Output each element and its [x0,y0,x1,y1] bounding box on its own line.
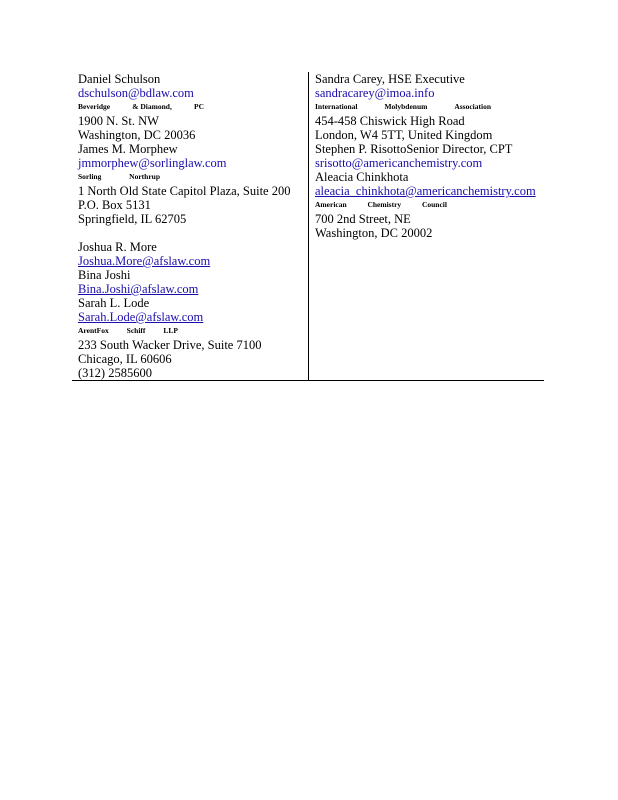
firm-word: Council [421,200,447,209]
address-line: 233 South Wacker Drive, Suite 7100 [78,338,262,352]
right-column [315,72,547,240]
contact-email-link[interactable]: srisotto@americanchemistry.com [315,156,483,170]
firm-word: Beveridge [78,102,111,111]
firm-name [78,324,178,338]
contact-email-wrap [78,86,306,100]
address-line: 1900 N. St. NW [78,114,159,128]
contact-email-link[interactable]: sandracarey@imoa.info [315,86,435,100]
contact-email-link[interactable]: Bina.Joshi@afslaw.com [78,282,199,296]
contact-email-wrap [315,156,547,170]
address-line: 1 North Old State Capitol Plaza, Suite 200 [78,184,291,198]
left-column [78,72,306,380]
firm-name [78,170,160,184]
firm-name [315,198,447,212]
firm-word: Sorling [78,172,102,181]
contact-email-wrap [315,86,547,100]
firm-word: PC [193,102,204,111]
firm-word: Schiff [126,326,146,335]
contact-name: Aleacia Chinkhota [315,170,409,184]
firm-word: & Diamond, [132,102,172,111]
phone-line: (312) 2585600 [78,366,152,380]
contact-name: Sarah L. Lode [78,296,150,310]
address-line: 700 2nd Street, NE [315,212,411,226]
contact-email-wrap [315,184,547,198]
contact-email-wrap [78,156,306,170]
address-line: Washington, DC 20036 [78,128,196,142]
address-line: Washington, DC 20002 [315,226,433,240]
contact-name: Stephen P. RisottoSenior Director, CPT [315,142,513,156]
address-line: Springfield, IL 62705 [78,212,187,226]
firm-word: Northrup [129,172,160,181]
contact-name: Sandra Carey, HSE Executive [315,72,465,86]
contact-email-link[interactable]: aleacia_chinkhota@americanchemistry.com [315,184,536,198]
address-line: P.O. Box 5131 [78,198,151,212]
address-line: Chicago, IL 60606 [78,352,172,366]
firm-word: Chemistry [367,200,402,209]
firm-word: Molybdenum [384,102,428,111]
contact-email-wrap [78,282,306,296]
contact-email-wrap [78,310,306,324]
contact-email-wrap [78,254,306,268]
firm-name [78,100,204,114]
firm-word: American [315,200,347,209]
blank-line [78,226,306,240]
contact-email-link[interactable]: Joshua.More@afslaw.com [78,254,211,268]
column-divider [308,72,309,380]
service-list-table [72,72,544,381]
firm-word: LLP [163,326,178,335]
contact-email-link[interactable]: jmmorphew@sorlinglaw.com [78,156,227,170]
contact-name: Joshua R. More [78,240,157,254]
firm-word: ArentFox [78,326,109,335]
firm-word: Association [454,102,491,111]
address-line: 454-458 Chiswick High Road [315,114,465,128]
contact-email-link[interactable]: Sarah.Lode@afslaw.com [78,310,204,324]
contact-name: Daniel Schulson [78,72,161,86]
firm-word: International [315,102,358,111]
contact-name: Bina Joshi [78,268,131,282]
contact-email-link[interactable]: dschulson@bdlaw.com [78,86,194,100]
firm-name [315,100,491,114]
address-line: London, W4 5TT, United Kingdom [315,128,493,142]
contact-name: James M. Morphew [78,142,178,156]
